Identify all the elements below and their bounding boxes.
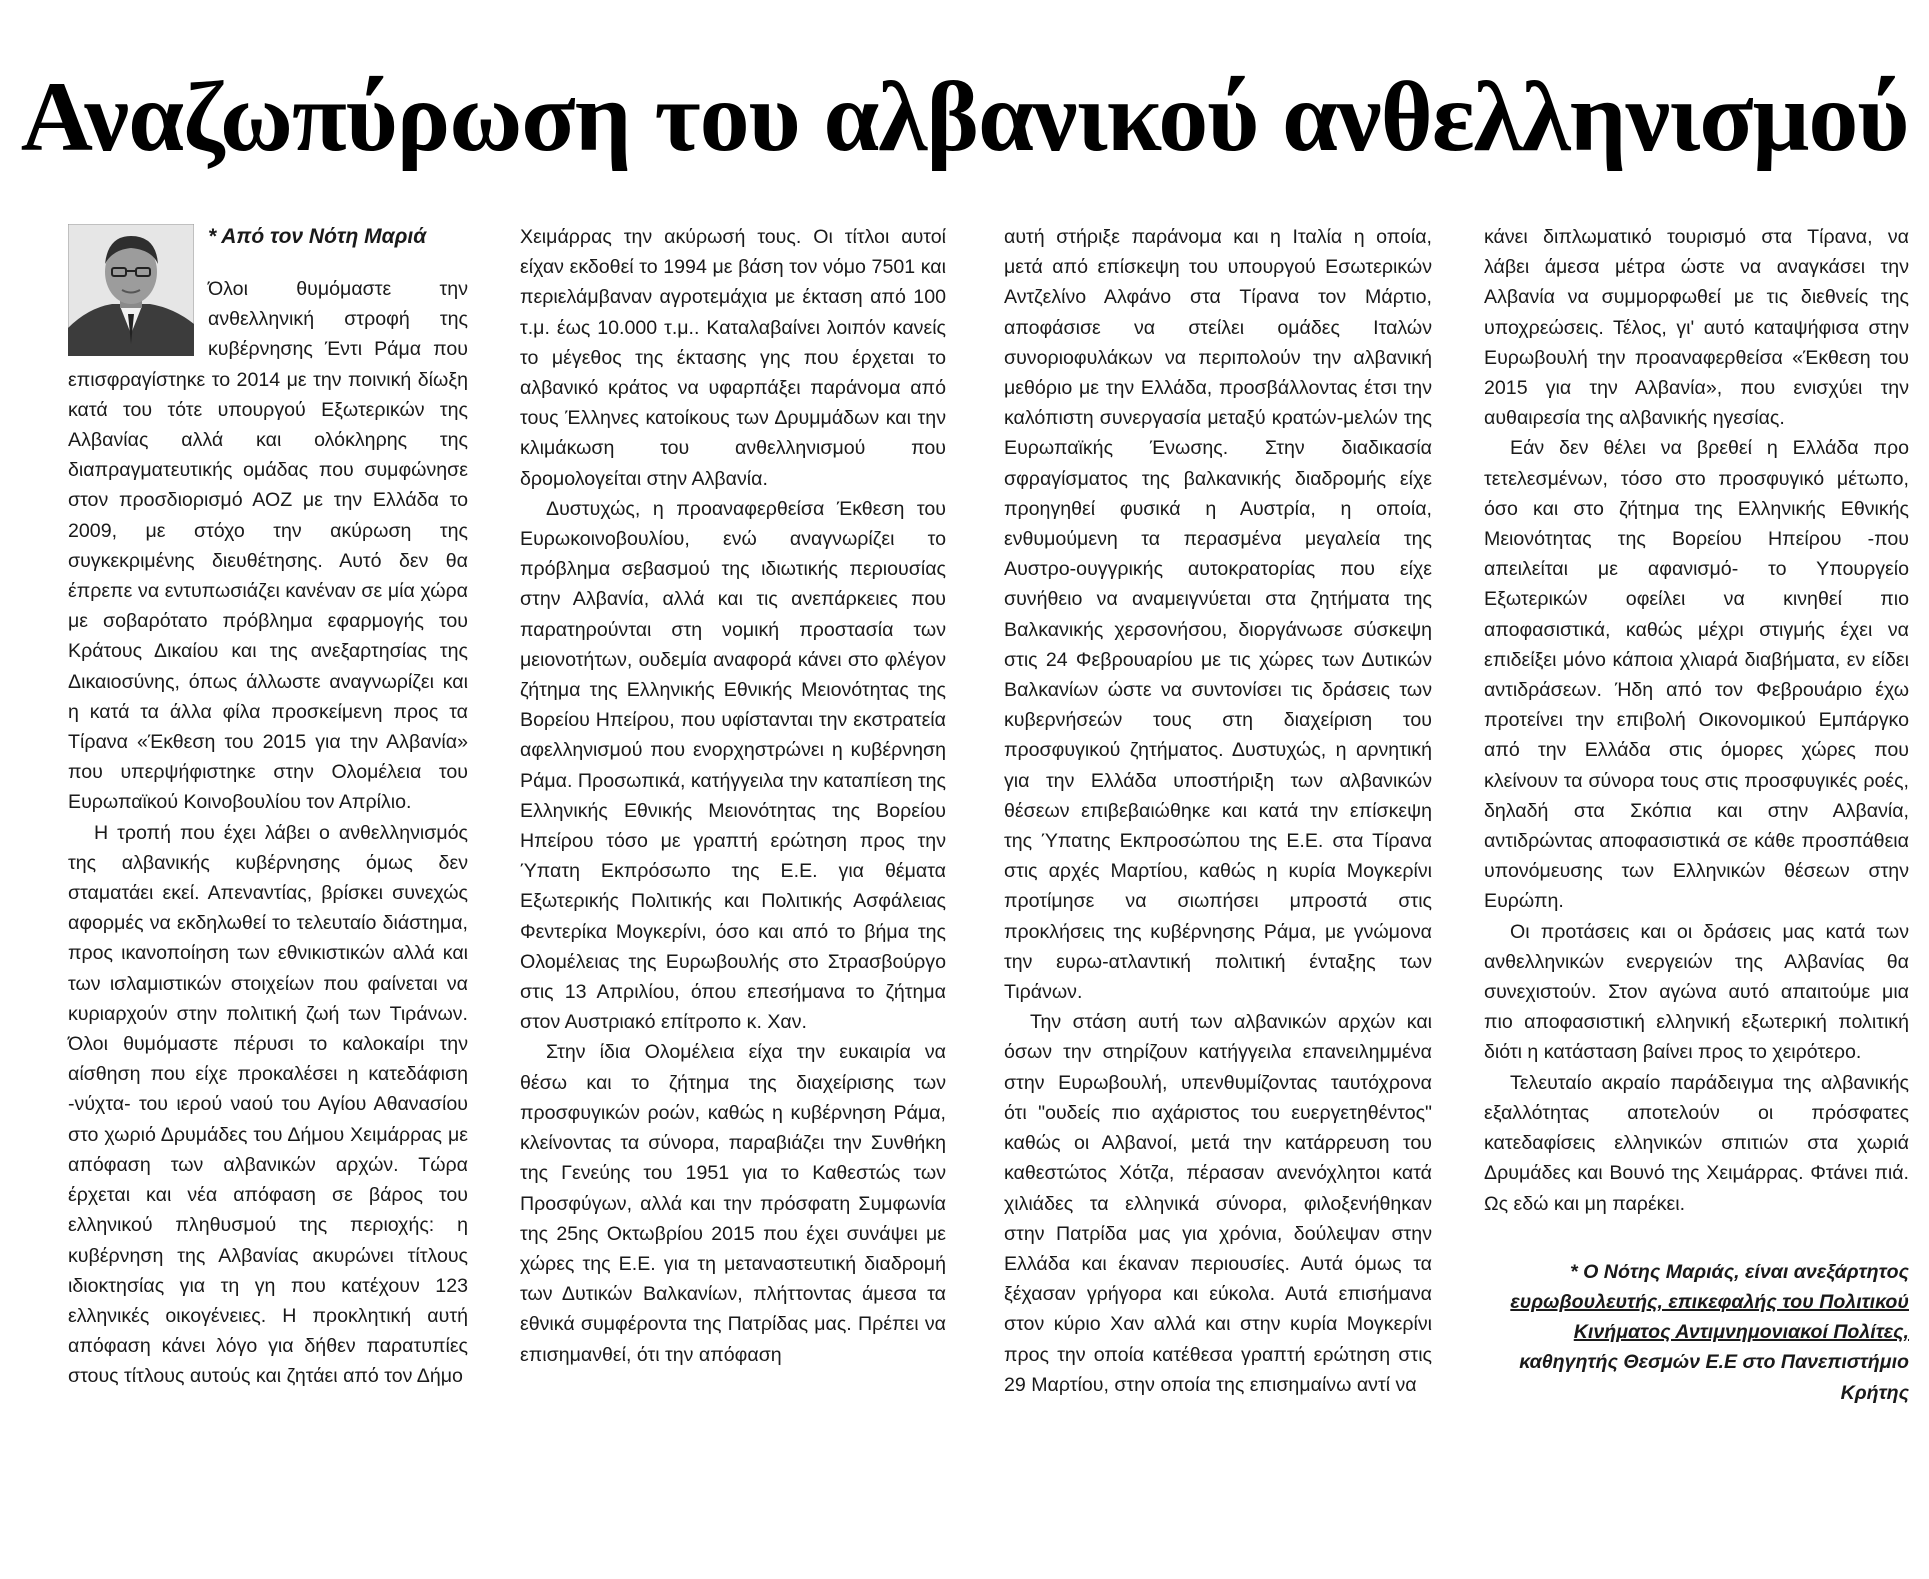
article-headline: Αναζωπύρωση του αλβανικού ανθελληνισμού [20,61,1909,172]
paragraph: αυτή στήριξε παράνομα και η Ιταλία η οποία, μετά από επίσκεψη του υπουργού Εσωτερικών Αντζελίνο Αλφάνο στα Τίρανα τον Μάρτιο, αποφάσισε να στείλει ομάδες Ιταλών συνοριοφυλάκων να περιπολούν την αλβανική μεθόριο με την Ελλάδα, προσβάλλοντας έτσι την καλόπιστη συνεργασία μεταξύ κρατών-μελών της Ευρωπαϊκής Ένωσης. Στην διαδικασία σφραγίσματος της βαλκανικής διαδρομής είχε προηγηθεί φυσικά η Αυστρία, η οποία, ενθυμούμενη τα περασμένα μεγαλεία της Αυστρο-ουγγρικής αυτοκρατορίας που είχε συνήθειο να αναμειγνύεται στα ζητήματα της Βαλκανικής χερσονήσου, διοργάνωσε σύσκεψη στις 24 Φεβρουαρίου με τις χώρες των Δυτικών Βαλκανίων ώστε να συντονίσει τις δράσεις των κυβερνήσεών τους στη διαχείριση του προσφυγικού ζητήματος. Δυστυχώς, η αρνητική για την Ελλάδα υποστήριξη των αλβανικών θέσεων επιβεβαιώθηκε και κατά την επίσκεψη της Ύπατης Εκπροσώπου της Ε.Ε. στα Τίρανα στις αρχές Μαρτίου, καθώς η κυρία Μογκερίνι προτίμησε να σιωπήσει μπροστά στις προκλήσεις της κυβέρνησης Ράμα, με γνώμονα την ευρω-ατλαντική πολιτική ένταξης των Τιράνων. [1004,226,1432,1004]
footnote-line: * Ο Νότης Μαριάς, είναι ανεξάρτητος [1570,1260,1909,1283]
paragraph: Στην ίδια Ολομέλεια είχα την ευκαιρία να θέσω και το ζήτημα της διαχείρισης των προσφυγικών ροών, καθώς η κυβέρνηση Ράμα, κλείνοντας τα σύνορα, παραβιάζει την Συνθήκη της Γενεύης του 1951 για το Καθεστώς των Προσφύγων, αλλά και την πρόσφατη Συμφωνία της 25ης Οκτωβρίου 2015 που έχει συνάψει με χώρες της Ε.Ε. για τη μεταναστευτική διαδρομή των Δυτικών Βαλκανίων, πλήττοντας άμεσα τα εθνικά συμφέροντα της Πατρίδας μας. Πρέπει να επισημανθεί, ότι την απόφαση [520,1041,946,1366]
paragraph: Χειμάρρας την ακύρωσή τους. Οι τίτλοι αυτοί είχαν εκδοθεί το 1994 με βάση τον νόμο 7501 και περιελάμβαναν αγροτεμάχια με έκταση από 100 τ.μ. έως 10.000 τ.μ.. Καταλαβαίνει λοιπόν κανείς το μέγεθος της έκτασης γης που έρχεται το αλβανικό κράτος να υφαρπάξει παράνομα από τους Έλληνες κατοίκους των Δρυμμάδων και την κλιμάκωση του ανθελληνισμού που δρομολογείται στην Αλβανία. [520,226,946,490]
footnote-line-underlined: ευρωβουλευτής, επικεφαλής του Πολιτικού Κινήματος Αντιμνημονιακοί Πολίτες, [1510,1290,1909,1344]
article-column-2 [520,222,946,1370]
paragraph: Όλοι θυμόμαστε την ανθελληνική στροφή της κυβέρνησης Έντι Ράμα που επισφραγίστηκε το 2014 με την ποινική δίωξη κατά του τότε υπουργού Εξωτερικών της Αλβανίας αλλά και ολόκληρης της διαπραγματευτικής ομάδας που συμφώνησε στον προσδιορισμό ΑΟΖ με την Ελλάδα το 2009, με στόχο την ακύρωση της συγκεκριμένης διευθέτησης. Αυτό δεν θα έπρεπε να εντυπωσιάζει κανέναν σε μία χώρα με σοβαρότατο πρόβλημα εφαρμογής του Κράτους Δικαίου και της ανεξαρτησίας της Δικαιοσύνης, όπως άλλωστε αναγνωρίζει και η κατά τα άλλα φίλα προσκείμενη προς τα Τίρανα «Έκθεση του 2015 για την Αλβανία» που υπερψήφιστηκε στην Ολομέλεια του Ευρωπαϊκού Κοινοβουλίου τον Απρίλιο. [68,278,468,814]
paragraph: Εάν δεν θέλει να βρεθεί η Ελλάδα προ τετελεσμένων, τόσο στο προσφυγικό μέτωπο, όσο και στο ζήτημα της Ελληνικής Εθνικής Μειονότητας της Βορείου Ηπείρου -που απειλείται με αφανισμό- το Υπουργείο Εξωτερικών οφείλει να κινηθεί πιο αποφασιστικά, καθώς μέχρι στιγμής έχει να επιδείξει μόνο κάποια χλιαρά διαβήματα, εν είδει αντιδράσεων. Ήδη από τον Φεβρουάριο έχω προτείνει την επιβολή Οικονομικού Εμπάργκο από την Ελλάδα στις όμορες χώρες που κλείνουν τα σύνορα τους στις προσφυγικές ροές, δηλαδή στα Σκόπια και στην Αλβανία, αντιδρώντας αποφασιστικά σε κάθε προσπάθεια υπονόμευσης των Ελληνικών θέσεων στην Ευρώπη. [1484,437,1909,913]
article-column-1 [68,222,468,1392]
author-portrait [68,224,194,356]
footnote-line: καθηγητής Θεσμών Ε.Ε στο Πανεπιστήμιο Κρήτης [1519,1351,1909,1404]
author-photo-icon [68,224,194,356]
paragraph: Η τροπή που έχει λάβει ο ανθελληνισμός της αλβανικής κυβέρνησης όμως δεν σταματάει εκεί. Απεναντίας, βρίσκει συνεχώς αφορμές να εκδηλωθεί το τελευταίο διάστημα, προς ικανοποίηση των εθνικιστικών αλλά και των ισλαμιστικών στοιχείων που φαίνεται να κυριαρχούν στην πολιτική ζωή των Τιράνων. Όλοι θυμόμαστε πέρυσι το καλοκαίρι την αίσθηση που είχε προκαλέσει η κατεδάφιση -νύχτα- του ιερού ναού του Αγίου Αθανασίου στο χωριό Δρυμάδες του Δήμου Χειμάρρας με απόφαση των αλβανικών αρχών. Τώρα έρχεται και νέα απόφαση σε βάρος του ελληνικού πληθυσμού της περιοχής: η κυβέρνηση της Αλβανίας ακυρώνει τίτλους ιδιοκτησίας για τη γη που κατέχουν 123 ελληνικές οικογένειες. Η προκλητική αυτή απόφαση κάνει λόγο για δήθεν παρατυπίες στους τίτλους αυτούς και ζητάει από τον Δήμο [68,821,468,1388]
paragraph: κάνει διπλωματικό τουρισμό στα Τίρανα, να λάβει άμεσα μέτρα ώστε να αναγκάσει την Αλβανία να συμμορφωθεί με τις διεθνείς της υποχρεώσεις. Τέλος, γι' αυτό καταψήφισα στην Ευρωβουλή την προαναφερθείσα «Έκθεση του 2015 για την Αλβανία», που ενισχύει την αυθαιρεσία της αλβανικής ηγεσίας. [1484,226,1909,430]
author-footnote [1484,1257,1909,1408]
article-column-3 [1004,222,1432,1400]
paragraph: Δυστυχώς, η προαναφερθείσα Έκθεση του Ευρωκοινοβουλίου, ενώ αναγνωρίζει το πρόβλημα σεβασμού της ιδιωτικής περιουσίας στην Αλβανία, αλλά και τις ανεπάρκειες που παρατηρούνται στη νομική προστασία των μειονοτήτων, ουδεμία αναφορά κάνει στο φλέγον ζήτημα της Ελληνικής Εθνικής Μειονότητας της Βορείου Ηπείρου, που υφίστανται την εκστρατεία αφελληνισμού που ενορχηστρώνει η κυβέρνηση Ράμα. Προσωπικά, κατήγγειλα την καταπίεση της Ελληνικής Εθνικής Μειονότητας της Βορείου Ηπείρου τόσο με γραπτή ερώτηση προς την Ύπατη Εκπρόσωπο της Ε.Ε. για θέματα Εξωτερικής Πολιτικής και Πολιτικής Ασφάλειας Φεντερίκα Μογκερίνι, όσο και από το βήμα της Ολομέλειας της Ευρωβουλής στο Στρασβούργο στις 13 Απριλίου, όπου επεσήμανα το ζήτημα στον Αυστριακό επίτροπο κ. Χαν. [520,497,947,1034]
paragraph: Τελευταίο ακραίο παράδειγμα της αλβανικής εξαλλότητας αποτελούν οι πρόσφατες κατεδαφίσεις ελληνικών σπιτιών στα χωριά Δρυμάδες και Βουνό της Χειμάρρας. Φτάνει πιά. Ως εδώ και μη παρέκει. [1484,1071,1909,1215]
paragraph: Την στάση αυτή των αλβανικών αρχών και όσων την στηρίζουν κατήγγειλα επανειλημμένα στην Ευρωβουλή, υπενθυμίζοντας ταυτόχρονα ότι "ουδείς πιο αχάριστος του ευεργετηθέντος" καθώς οι Αλβανοί, μετά την κατάρρευση του καθεστώτος Χότζα, πέρασαν ανενόχλητοι κατά χιλιάδες τα ελληνικά σύνορα, φιλοξενήθηκαν στην Πατρίδα μας για χρόνια, δούλεψαν στην Ελλάδα και έκαναν περιουσίες. Αυτά όμως τα ξέχασαν γρήγορα και εύκολα. Αυτά επισήμανα στον κύριο Χαν αλλά και στην κυρία Μογκερίνι προς την οποία κατέθεσα γραπτή ερώτηση στις 29 Μαρτίου, στην οποία της επισημαίνω αντί να [1004,1011,1432,1396]
paragraph: Οι προτάσεις και οι δράσεις μας κατά των ανθελληνικών ενεργειών της Αλβανίας θα συνεχιστούν. Στον αγώνα αυτό απαιτούμε μια πιο αποφασιστική ελληνική εξωτερική πολιτική διότι η κατάσταση βαίνει προς το χειρότερο. [1484,920,1909,1064]
author-byline: * Από τον Νότη Μαριά [208,225,427,248]
article-column-4 [1484,222,1909,1408]
